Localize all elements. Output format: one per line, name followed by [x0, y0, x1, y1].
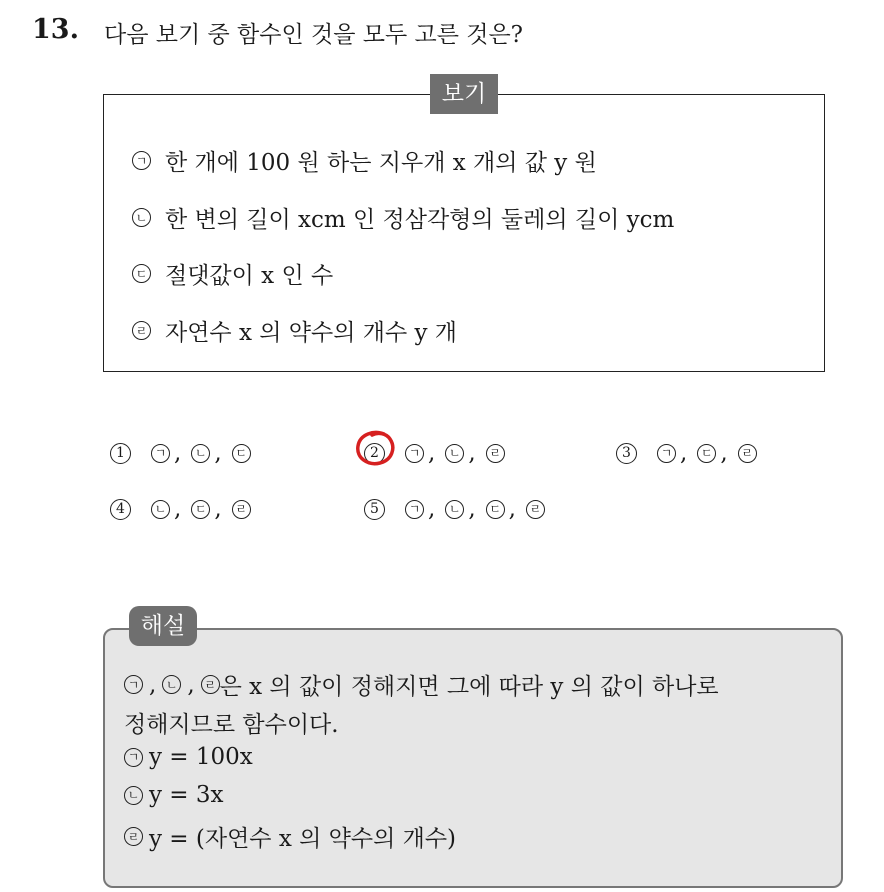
circled-digeut-icon: ㄷ — [132, 264, 151, 283]
explanation-text: 은 x 의 값이 정해지면 그에 따라 y 의 값이 하나로 — [219, 674, 719, 700]
circled-nieun-icon: ㄴ — [151, 500, 170, 519]
choice-number: 5 — [364, 499, 385, 520]
circled-rieul-icon: ㄹ — [486, 444, 505, 463]
choice-number: 3 — [616, 443, 637, 464]
circled-giyeok-icon: ㄱ — [124, 748, 143, 767]
circled-rieul-icon: ㄹ — [132, 321, 151, 340]
example-box-title: 보기 — [430, 74, 498, 114]
example-item-3 — [132, 257, 333, 290]
circled-giyeok-icon: ㄱ — [151, 444, 170, 463]
choice-number: 1 — [110, 443, 131, 464]
explanation-formula-3 — [124, 820, 456, 853]
explanation-line-2 — [124, 706, 339, 739]
question-number: 13. — [32, 14, 79, 45]
formula-text: y = 3x — [149, 782, 224, 808]
circled-giyeok-icon: ㄱ — [405, 444, 424, 463]
choice-3[interactable]: 3 ㄱ , ㄷ , ㄹ — [616, 440, 757, 466]
example-item-1 — [132, 144, 597, 177]
circled-rieul-icon: ㄹ — [201, 675, 220, 694]
explanation-line-1: ㄱ , ㄴ , ㄹ 은 x 의 값이 정해지면 그에 따라 y 의 값이 하나로 — [124, 668, 719, 701]
explanation-formula-1 — [124, 744, 253, 770]
choice-2[interactable]: 2 ㄱ , ㄴ , ㄹ — [364, 440, 505, 466]
example-item-text: 자연수 x 의 약수의 개수 y 개 — [165, 320, 458, 346]
choice-1[interactable]: 1 ㄱ , ㄴ , ㄷ — [110, 440, 251, 466]
formula-text: y = (자연수 x 의 약수의 개수) — [149, 826, 457, 852]
circled-digeut-icon: ㄷ — [232, 444, 251, 463]
example-item-text: 한 변의 길이 xcm 인 정삼각형의 둘레의 길이 ycm — [165, 207, 675, 233]
circled-digeut-icon: ㄷ — [697, 444, 716, 463]
circled-nieun-icon: ㄴ — [445, 444, 464, 463]
example-item-text: 절댓값이 x 인 수 — [165, 263, 334, 289]
choice-5[interactable]: 5 ㄱ , ㄴ , ㄷ , ㄹ — [364, 496, 545, 522]
circled-nieun-icon: ㄴ — [132, 208, 151, 227]
circled-rieul-icon: ㄹ — [526, 500, 545, 519]
circled-giyeok-icon: ㄱ — [657, 444, 676, 463]
circled-giyeok-icon: ㄱ — [405, 500, 424, 519]
choice-number: 2 — [364, 443, 385, 464]
circled-nieun-icon: ㄴ — [445, 500, 464, 519]
choice-number: 4 — [110, 499, 131, 520]
circled-rieul-icon: ㄹ — [232, 500, 251, 519]
circled-nieun-icon: ㄴ — [191, 444, 210, 463]
circled-giyeok-icon: ㄱ — [124, 675, 143, 694]
circled-giyeok-icon: ㄱ — [132, 151, 151, 170]
example-item-4 — [132, 314, 457, 347]
circled-digeut-icon: ㄷ — [191, 500, 210, 519]
circled-rieul-icon: ㄹ — [124, 827, 143, 846]
circled-digeut-icon: ㄷ — [486, 500, 505, 519]
example-item-2 — [132, 201, 674, 234]
circled-nieun-icon: ㄴ — [124, 786, 143, 805]
explanation-title: 해설 — [129, 606, 197, 646]
example-item-text: 한 개에 100 원 하는 지우개 x 개의 값 y 원 — [165, 150, 597, 176]
question-text: 다음 보기 중 함수인 것을 모두 고른 것은? — [104, 22, 523, 48]
choice-4[interactable]: 4 ㄴ , ㄷ , ㄹ — [110, 496, 251, 522]
explanation-formula-2 — [124, 782, 224, 808]
explanation-text: 정해지므로 함수이다. — [124, 712, 339, 738]
circled-nieun-icon: ㄴ — [162, 675, 181, 694]
formula-text: y = 100x — [149, 744, 253, 770]
circled-rieul-icon: ㄹ — [738, 444, 757, 463]
